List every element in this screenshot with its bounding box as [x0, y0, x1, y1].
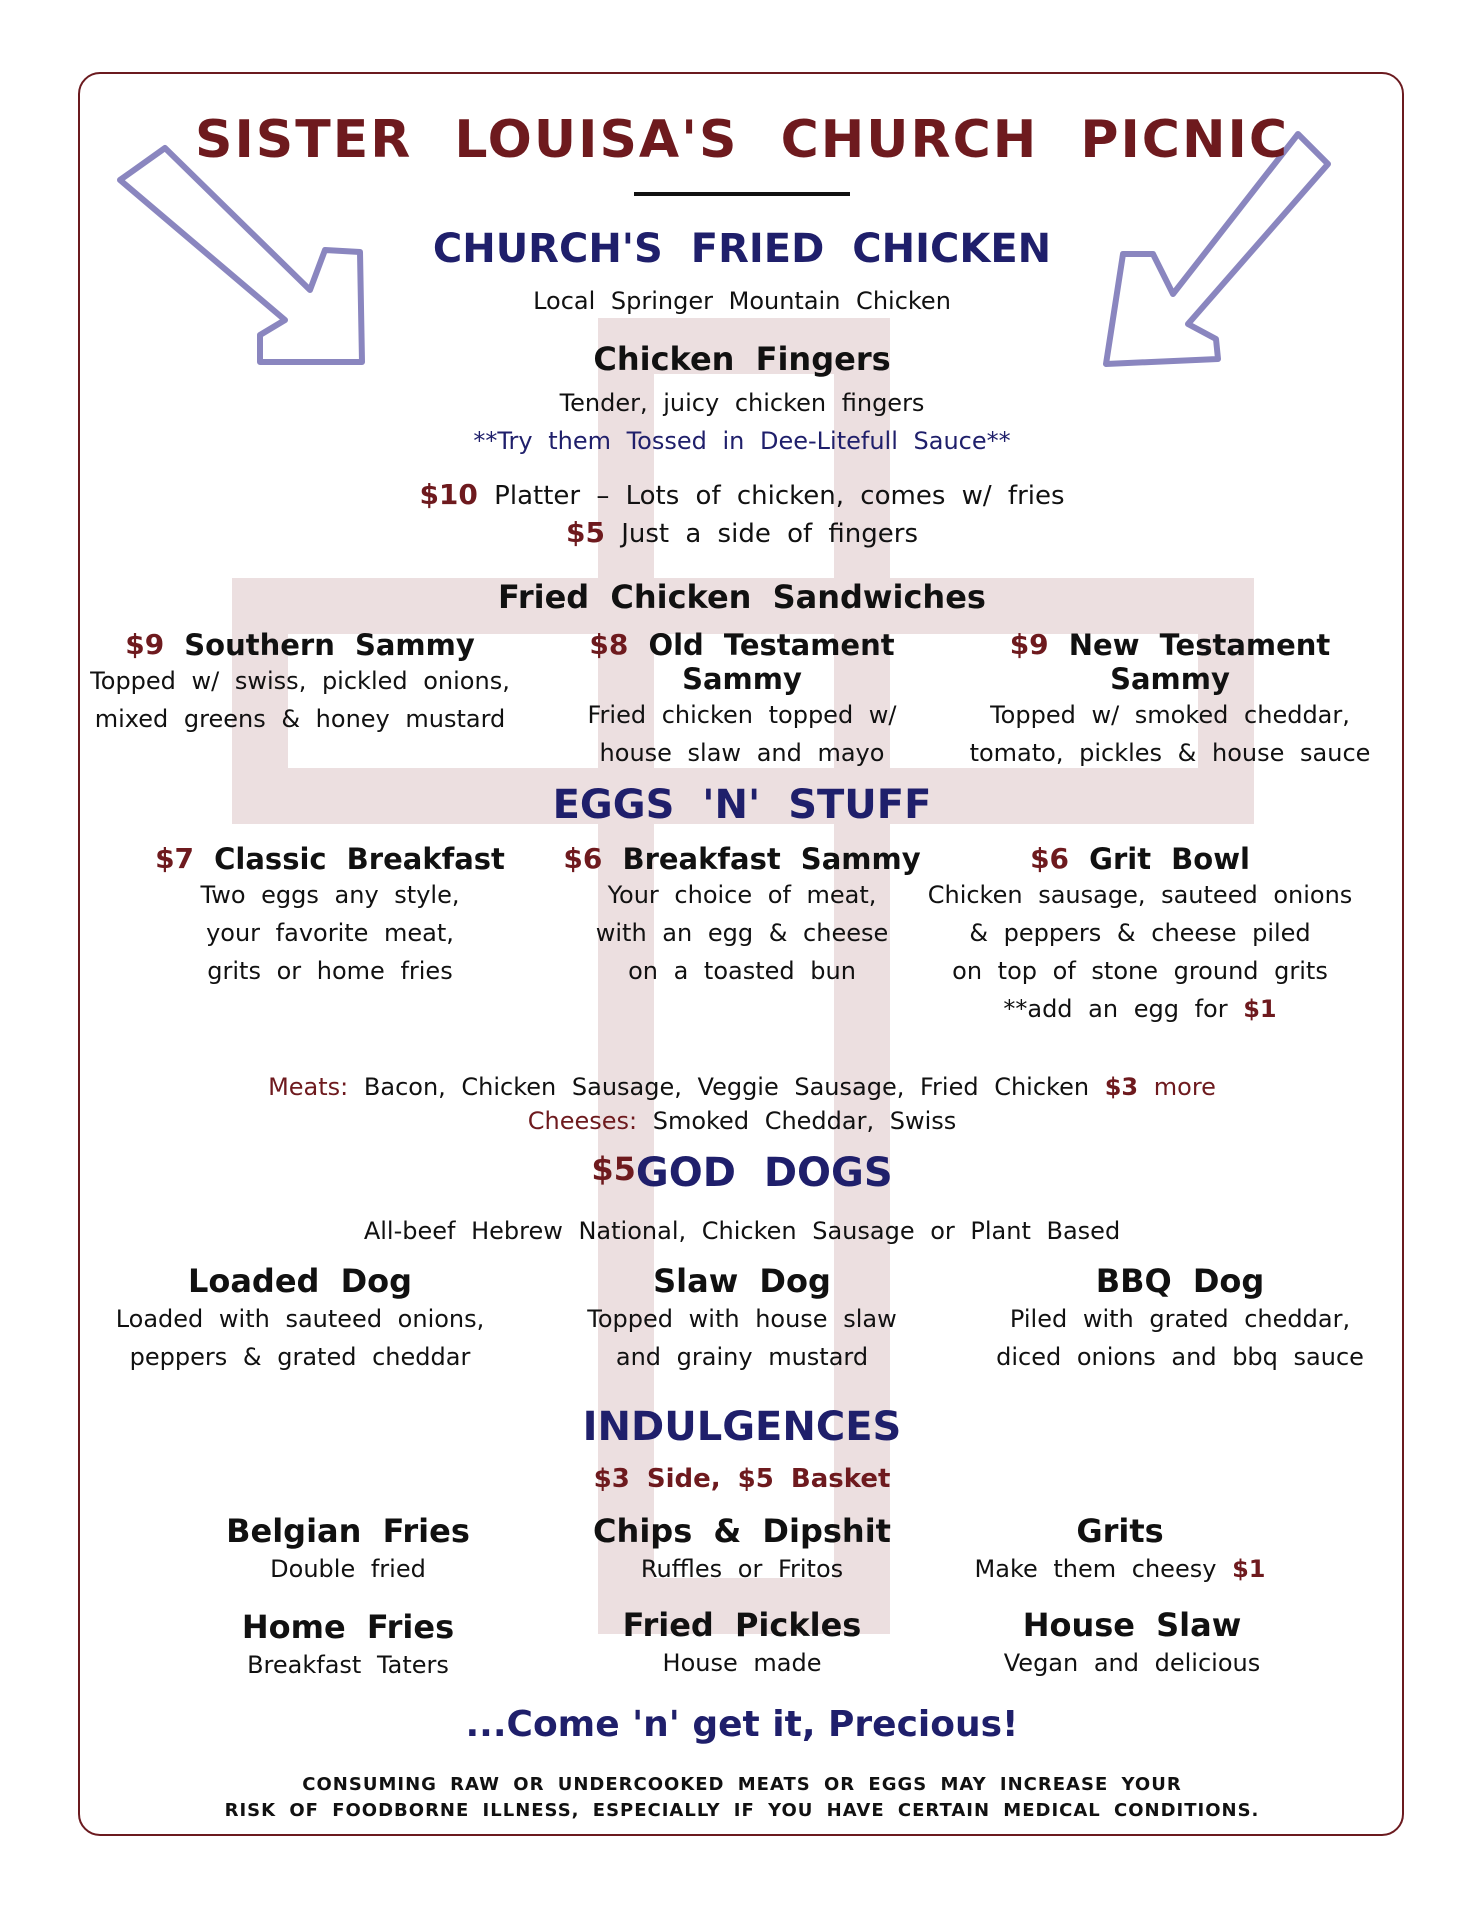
sandwich-southern [80, 628, 520, 738]
meats-line [0, 1068, 1484, 1106]
chicken-fingers-desc: Tender, juicy chicken fingers [559, 389, 925, 417]
dog-loaded [80, 1262, 520, 1376]
cheeses-label: Cheeses: [527, 1107, 638, 1135]
sandwich-southern-name: Southern Sammy [184, 628, 475, 662]
dog-bbq [960, 1262, 1400, 1376]
dogs-heading: GOD DOGS [635, 1150, 893, 1196]
eggs-grit-addon-text: **add an egg for [1003, 995, 1228, 1023]
dog-slaw-line2: and grainy mustard [615, 1343, 869, 1371]
side-text: Just a side of fingers [621, 519, 919, 549]
cheeses-list: Smoked Cheddar, Swiss [652, 1107, 957, 1135]
eggs-heading: EGGS 'N' STUFF [552, 782, 932, 828]
meats-extra-price: $3 [1104, 1073, 1139, 1101]
sandwich-new-price: $9 [1009, 628, 1049, 661]
dogs-heading-line [0, 1150, 1484, 1196]
eggs-sammy-price: $6 [563, 842, 603, 875]
eggs-grit-name: Grit Bowl [1089, 842, 1250, 876]
house-slaw-desc: Vegan and delicious [1003, 1649, 1261, 1677]
eggs-sammy-line1: Your choice of meat, [607, 881, 877, 909]
chips-desc: Ruffles or Fritos [640, 1555, 844, 1583]
eggs-classic-line1: Two eggs any style, [200, 881, 460, 909]
fried-chicken-subheading: Local Springer Mountain Chicken [533, 287, 951, 315]
eggs-classic-price: $7 [155, 842, 195, 875]
eggs-sammy-name: Breakfast Sammy [622, 842, 921, 876]
eggs-grit-line3: on top of stone ground grits [952, 957, 1328, 985]
sandwich-old-line2: house slaw and mayo [599, 739, 885, 767]
belgian-fries-desc: Double fried [270, 1555, 426, 1583]
title-underline [634, 192, 850, 196]
dog-slaw-line1: Topped with house slaw [587, 1305, 897, 1333]
eggs-grit-line1: Chicken sausage, sauteed onions [927, 881, 1353, 909]
chips-name: Chips & Dipshit [593, 1512, 891, 1550]
home-fries-name: Home Fries [241, 1608, 455, 1646]
house-slaw-name: House Slaw [1022, 1606, 1242, 1644]
sandwich-new-title [950, 628, 1390, 696]
price-platter: $10 [419, 478, 478, 511]
dog-bbq-name: BBQ Dog [1095, 1262, 1265, 1300]
eggs-grit-title [920, 842, 1360, 876]
eggs-classic [110, 842, 550, 990]
eggs-classic-title [110, 842, 550, 876]
eggs-classic-line3: grits or home fries [207, 957, 453, 985]
sandwich-old-name: Old Testament Sammy [648, 628, 895, 696]
sandwich-old-testament [522, 628, 962, 772]
fried-pickles-desc: House made [662, 1649, 822, 1677]
price-side: $5 [565, 516, 605, 549]
sandwich-southern-line1: Topped w/ swiss, pickled onions, [90, 667, 510, 695]
indulgence-chips [522, 1512, 962, 1588]
sandwich-new-name: New Testament Sammy [1068, 628, 1331, 696]
eggs-sammy-line2: with an egg & cheese [595, 919, 889, 947]
indulgence-home-fries [128, 1608, 568, 1684]
dog-slaw-name: Slaw Dog [653, 1262, 831, 1300]
sandwich-southern-line2: mixed greens & honey mustard [94, 705, 506, 733]
platter-text: Platter – Lots of chicken, comes w/ fries [494, 481, 1065, 511]
sandwich-old-title [522, 628, 962, 696]
sandwiches-heading: Fried Chicken Sandwiches [498, 578, 986, 616]
grits-name: Grits [1076, 1512, 1164, 1550]
eggs-classic-name: Classic Breakfast [214, 842, 505, 876]
indulgence-fried-pickles [522, 1606, 962, 1682]
dog-loaded-line2: peppers & grated cheddar [129, 1343, 471, 1371]
dog-loaded-name: Loaded Dog [187, 1262, 413, 1300]
chicken-fingers-note: **Try them Tossed in Dee-Litefull Sauce** [473, 427, 1011, 455]
eggs-grit-addon-price: $1 [1243, 995, 1277, 1023]
eggs-sammy [522, 842, 962, 990]
sandwich-new-line1: Topped w/ smoked cheddar, [990, 701, 1350, 729]
dog-bbq-line2: diced onions and bbq sauce [996, 1343, 1364, 1371]
dog-slaw [522, 1262, 962, 1376]
eggs-grit-price: $6 [1030, 842, 1070, 875]
meats-list: Bacon, Chicken Sausage, Veggie Sausage, Fried Chicken [363, 1073, 1090, 1101]
fried-pickles-name: Fried Pickles [622, 1606, 862, 1644]
indulgences-heading: INDULGENCES [582, 1404, 902, 1450]
belgian-fries-name: Belgian Fries [226, 1512, 470, 1550]
indulgences-pricing: $3 Side, $5 Basket [593, 1464, 891, 1494]
chicken-fingers-name: Chicken Fingers [593, 340, 891, 378]
disclaimer-line1: CONSUMING RAW OR UNDERCOOKED MEATS OR EGGS MAY INCREASE YOUR [302, 1774, 1182, 1795]
sandwich-new-line2: tomato, pickles & house sauce [969, 739, 1371, 767]
fried-chicken-heading: CHURCH'S FRIED CHICKEN [432, 226, 1052, 272]
meats-extra: more [1153, 1073, 1216, 1101]
eggs-classic-line2: your favorite meat, [206, 919, 454, 947]
dogs-price: $5 [591, 1150, 636, 1188]
sandwich-old-price: $8 [589, 628, 629, 661]
grits-price: $1 [1232, 1555, 1266, 1583]
sandwich-southern-title [80, 628, 520, 662]
eggs-sammy-line3: on a toasted bun [628, 957, 856, 985]
meats-label: Meats: [268, 1073, 349, 1101]
dog-bbq-line1: Piled with grated cheddar, [1009, 1305, 1351, 1333]
sandwich-old-line1: Fried chicken topped w/ [587, 701, 897, 729]
eggs-grit-line2: & peppers & cheese piled [969, 919, 1311, 947]
cheeses-line [0, 1102, 1484, 1140]
grits-desc-line [900, 1550, 1340, 1588]
tagline: ...Come 'n' get it, Precious! [465, 1704, 1019, 1745]
sandwich-new-testament [950, 628, 1390, 772]
disclaimer-line2: RISK OF FOODBORNE ILLNESS, ESPECIALLY IF YOU HAVE CERTAIN MEDICAL CONDITIONS. [224, 1800, 1260, 1821]
indulgence-belgian-fries [128, 1512, 568, 1588]
menu-title: SISTER LOUISA'S CHURCH PICNIC [195, 110, 1289, 170]
indulgence-grits [900, 1512, 1340, 1588]
indulgence-house-slaw [912, 1606, 1352, 1682]
eggs-sammy-title [522, 842, 962, 876]
fingers-option-side [0, 514, 1484, 553]
sandwich-southern-price: $9 [125, 628, 165, 661]
eggs-grit-bowl [920, 842, 1360, 1028]
home-fries-desc: Breakfast Taters [247, 1651, 449, 1679]
dogs-subheading: All-beef Hebrew National, Chicken Sausage or Plant Based [363, 1217, 1121, 1245]
grits-desc: Make them cheesy [974, 1555, 1217, 1583]
dog-loaded-line1: Loaded with sauteed onions, [115, 1305, 485, 1333]
eggs-grit-addon [920, 990, 1360, 1028]
fingers-option-platter [0, 476, 1484, 515]
